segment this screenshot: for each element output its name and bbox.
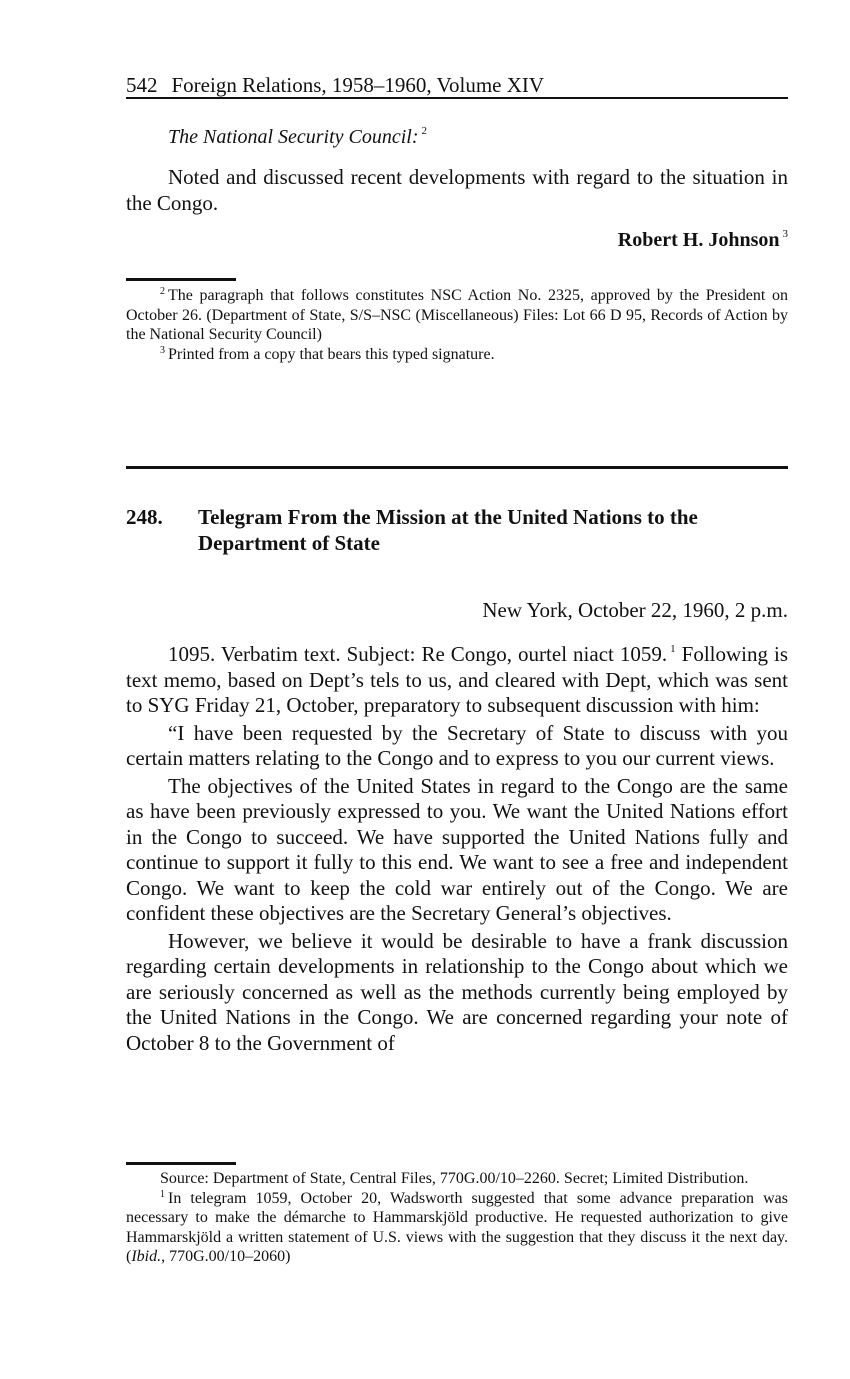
footnote-rule	[126, 1162, 236, 1165]
footnote-ref-1: 1	[670, 643, 676, 655]
footnote-mark: 3	[160, 344, 165, 356]
footnote	[126, 286, 788, 345]
footnote-text: The paragraph that follows constitutes NSC Action No. 2325, approved by the President on October 26. (Department of State, S/S–NSC (Miscellaneous) Files: Lot 66 D 95, Records of Action by the National Security Council)	[126, 287, 788, 343]
footnote-mark: 2	[160, 286, 165, 297]
source-note: Source: Department of State, Central Files, 770G.00/10–2260. Secret; Limited Distribution.	[160, 1170, 749, 1187]
council-label: The National Security Council:	[168, 126, 419, 148]
footnote-ref-2: 2	[421, 125, 428, 137]
nsc-action-paragraph: Noted and discussed recent developments with regard to the situation in the Congo.	[126, 165, 788, 215]
body-paragraph: The objectives of the United States in regard to the Congo are the same as have been previously expressed to you. We want the United Nations effort in the Congo to succeed. We have supported the United Nations fully and continue to support it fully to this end. We want to see a free and independent Congo. We want to keep the cold war entirely out of the Congo. We are confident these objectives are the Secretary General’s objectives.	[126, 773, 788, 925]
body-paragraph: However, we believe it would be desirable to have a frank discussion regarding certain developments in relationship to the Congo about which we are seriously concerned as well as the methods currently being employed by the United Nations in the Congo. We are concerned regarding your note of October 8 to the Government of	[126, 928, 788, 1055]
footnotes-previous	[126, 286, 788, 364]
ibid-citation: Ibid.	[131, 1248, 162, 1265]
running-header	[126, 72, 788, 98]
signature	[618, 229, 788, 252]
document-separator	[126, 466, 788, 469]
footnote	[126, 345, 788, 365]
footnotes-document	[126, 1169, 788, 1267]
footnote-text: Printed from a copy that bears this typed signature.	[168, 345, 495, 363]
dateline: New York, October 22, 1960, 2 p.m.	[482, 598, 788, 622]
running-title: Foreign Relations, 1958–1960, Volume XIV	[171, 73, 545, 97]
body-paragraph	[126, 642, 788, 719]
paragraph-text: 1095. Verbatim text. Subject: Re Congo, ourtel niact 1059.	[168, 642, 668, 666]
header-rule	[126, 97, 788, 99]
footnote-mark: 1	[160, 1188, 165, 1200]
footnote	[126, 1189, 788, 1267]
footnote-ref-3: 3	[782, 228, 788, 240]
body-paragraph: “I have been requested by the Secretary of State to discuss with you certain matters relating to the Congo and to express to you our current views.	[126, 720, 788, 770]
paragraph-text: Following is text memo, based on Dept’s tels to us, and cleared with Dept, which was sent to SYG Friday 21, October, preparatory to subsequent discussion with him:	[126, 642, 788, 717]
telegram-body	[126, 642, 788, 1056]
signature-name: Robert H. Johnson	[617, 229, 780, 251]
footnote-rule	[126, 278, 236, 281]
footnote-text: In telegram 1059, October 20, Wadsworth suggested that some advance preparation was necessary to make the démarche to Hammarskjöld productive. He requested authorization to give Hammarskjöld a written statement of U.S. views with the suggestion that they discuss it the next day. (	[126, 1189, 788, 1265]
document-title: Telegram From the Mission at the United Nations to the Department of State	[198, 505, 698, 555]
footnote-text: , 770G.00/10–2060)	[161, 1248, 291, 1265]
page-number: 542	[126, 73, 158, 97]
document-number: 248.	[126, 505, 163, 529]
council-heading	[168, 126, 427, 149]
